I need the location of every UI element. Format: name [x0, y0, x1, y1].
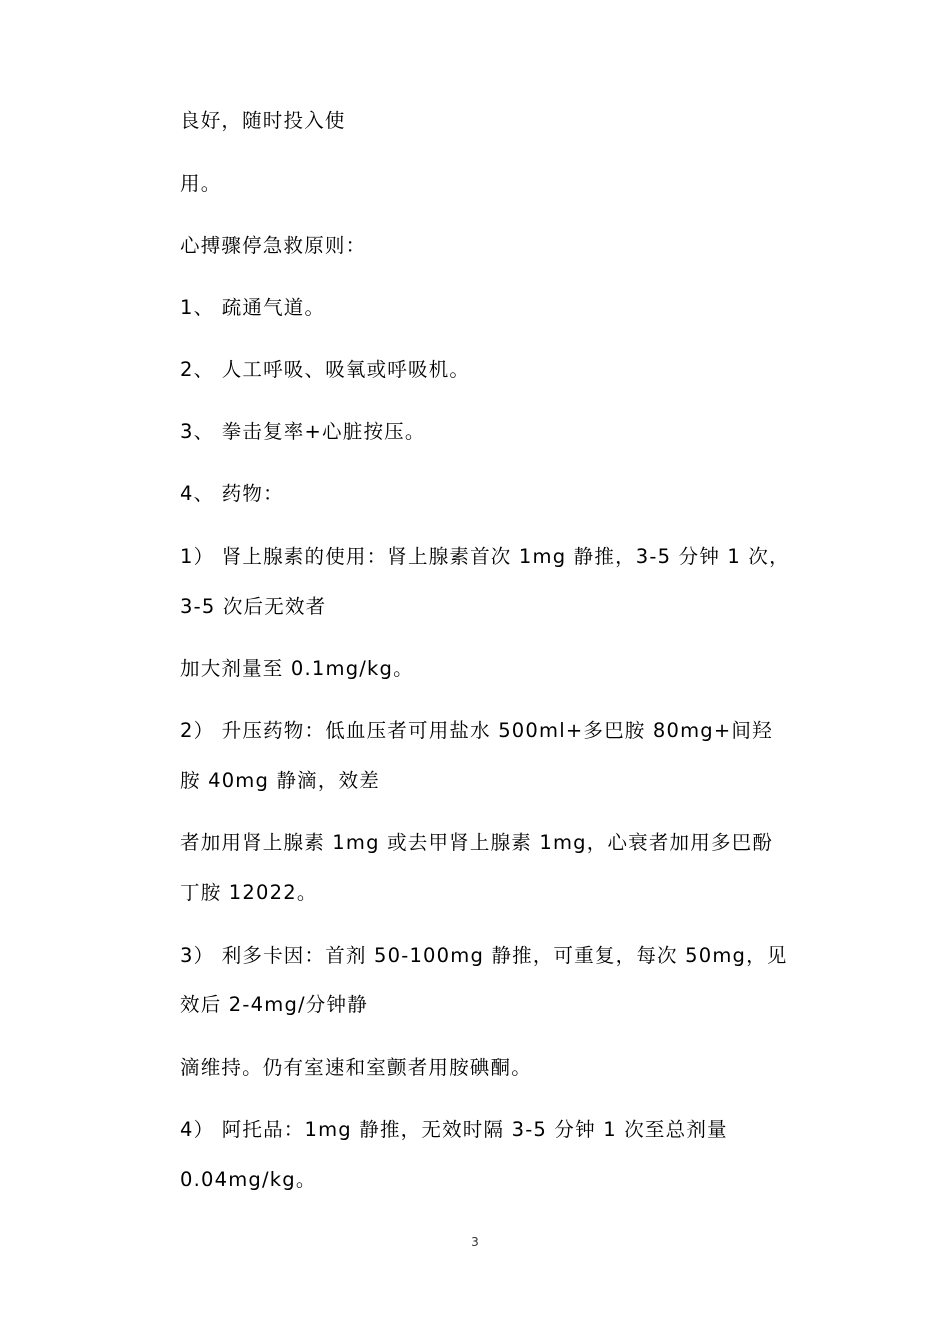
section-heading: 心搏骤停急救原则：: [180, 234, 367, 257]
text-line: 良好，随时投入使: [180, 109, 346, 132]
sub-list-item: 3） 利多卡因：首剂 50-100mg 静推，可重复，每次 50mg，见: [180, 944, 788, 967]
sub-list-item: 2） 升压药物：低血压者可用盐水 500ml+多巴胺 80mg+间羟: [180, 719, 773, 742]
text-line: 者加用肾上腺素 1mg 或去甲肾上腺素 1mg，心衰者加用多巴酚: [180, 831, 774, 854]
sub-list-item: 4） 阿托品：1mg 静推，无效时隔 3-5 分钟 1 次至总剂量: [180, 1118, 728, 1141]
text-line: 效后 2-4mg/分钟静: [180, 993, 368, 1016]
text-line: 3-5 次后无效者: [180, 595, 327, 618]
sub-list-item: 1） 肾上腺素的使用：肾上腺素首次 1mg 静推，3-5 分钟 1 次，: [180, 545, 790, 568]
page-number: 3: [471, 1235, 479, 1249]
list-item: 4、 药物：: [180, 482, 284, 505]
text-line: 滴维持。仍有室速和室颤者用胺碘酮。: [180, 1056, 532, 1079]
list-item: 2、 人工呼吸、吸氧或呼吸机。: [180, 358, 471, 381]
text-line: 0.04mg/kg。: [180, 1168, 317, 1191]
list-item: 1、 疏通气道。: [180, 296, 326, 319]
text-line: 加大剂量至 0.1mg/kg。: [180, 657, 414, 680]
list-item: 3、 拳击复率+心脏按压。: [180, 420, 426, 443]
text-line: 丁胺 12022。: [180, 881, 318, 904]
text-line: 用。: [180, 172, 222, 195]
text-line: 胺 40mg 静滴，效差: [180, 769, 380, 792]
